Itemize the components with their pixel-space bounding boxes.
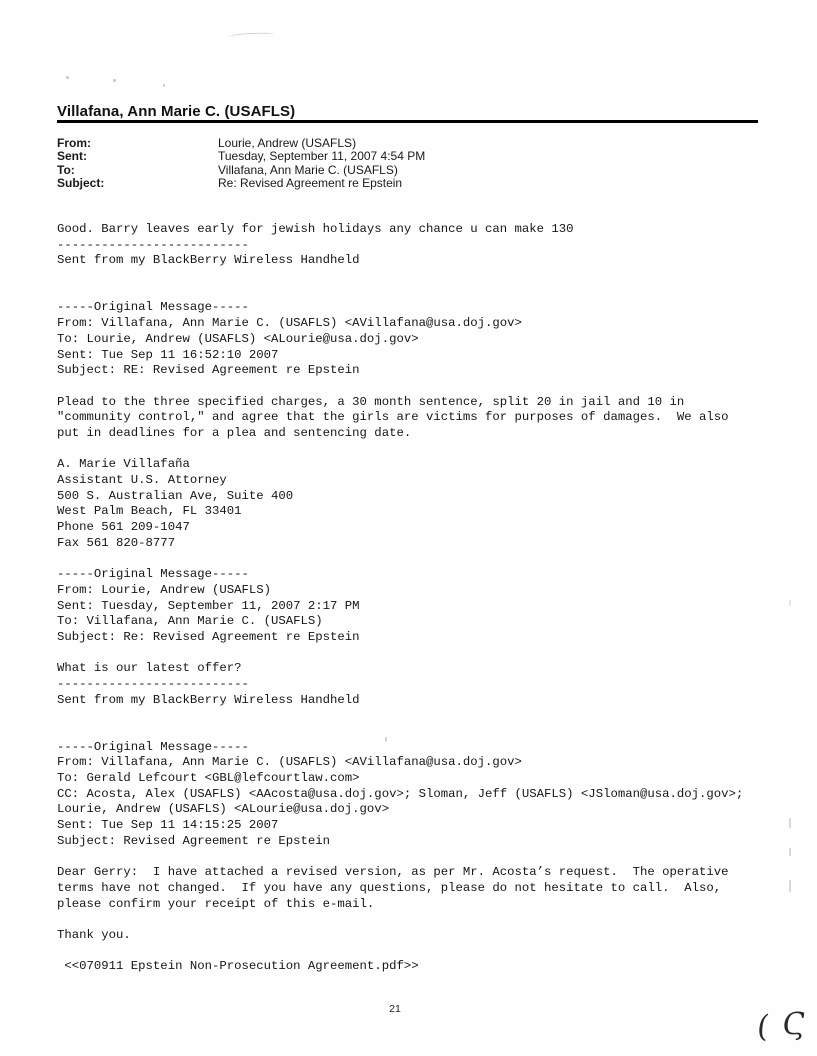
body-line: From: Villafana, Ann Marie C. (USAFLS) <AVillafana@usa.doj.gov> <box>57 316 522 331</box>
body-line: Fax 561 820-8777 <box>57 535 176 550</box>
body-line: Lourie, Andrew (USAFLS) <ALourie@usa.doj.gov> <box>57 802 390 817</box>
scan-artifact-edge-mark <box>789 600 791 606</box>
body-line: Dear Gerry: I have attached a revised version, as per Mr. Acosta’s request. The operative <box>57 865 729 880</box>
body-line: Subject: Re: Revised Agreement re Epstein <box>57 629 360 644</box>
email-meta <box>57 137 425 190</box>
body-line: Thank you. <box>57 927 131 942</box>
body-line <box>57 379 743 395</box>
scan-artifact-edge-mark <box>789 818 791 828</box>
body-line: To: Gerald Lefcourt <GBL@lefcourtlaw.com> <box>57 771 360 786</box>
body-line: put in deadlines for a plea and sentencing date. <box>57 425 412 440</box>
body-line: terms have not changed. If you have any questions, please do not hesitate to call. Also, <box>57 880 722 895</box>
body-line: Sent: Tue Sep 11 16:52:10 2007 <box>57 347 279 362</box>
meta-label: To: <box>57 162 75 177</box>
body-line: CC: Acosta, Alex (USAFLS) <AAcosta@usa.doj.gov>; Sloman, Jeff (USAFLS) <JSloman@usa.doj.gov>; <box>57 786 744 801</box>
scan-artifact-edge-mark <box>789 880 791 892</box>
scan-artifact-speck <box>66 76 70 80</box>
body-line: Plead to the three specified charges, a 30 month sentence, split 20 in jail and 10 in <box>57 394 685 409</box>
page-title: Villafana, Ann Marie C. (USAFLS) <box>57 103 296 120</box>
body-line: Subject: Revised Agreement re Epstein <box>57 833 331 848</box>
body-line <box>57 912 743 928</box>
body-line: Sent from my BlackBerry Wireless Handheld <box>57 692 360 707</box>
meta-value: Lourie, Andrew (USAFLS) <box>218 136 357 150</box>
body-line <box>57 708 743 724</box>
body-line <box>57 551 743 567</box>
body-line: please confirm your receipt of this e-mail. <box>57 896 375 911</box>
body-line: From: Lourie, Andrew (USAFLS) <box>57 582 272 597</box>
scan-artifact-squiggle <box>228 32 274 40</box>
body-line: Subject: RE: Revised Agreement re Epstein <box>57 363 360 378</box>
body-line: Sent: Tue Sep 11 14:15:25 2007 <box>57 818 279 833</box>
body-line <box>57 442 743 458</box>
body-line: From: Villafana, Ann Marie C. (USAFLS) <AVillafana@usa.doj.gov> <box>57 755 522 770</box>
body-line: To: Lourie, Andrew (USAFLS) <ALourie@usa.doj.gov> <box>57 331 419 346</box>
meta-row <box>57 150 425 163</box>
body-line: Sent from my BlackBerry Wireless Handheld <box>57 253 360 268</box>
body-line: -------------------------- <box>57 237 249 252</box>
handwritten-mark: ( Ϛ <box>755 1005 809 1046</box>
email-body <box>57 222 743 975</box>
meta-label: Sent: <box>57 149 87 164</box>
header-rule <box>57 120 758 123</box>
body-line <box>57 646 743 662</box>
meta-value: Re: Revised Agreement re Epstein <box>218 175 403 190</box>
body-line: 500 S. Australian Ave, Suite 400 <box>57 488 294 503</box>
meta-label: From: <box>57 136 91 150</box>
body-line: West Palm Beach, FL 33401 <box>57 504 242 519</box>
body-line: -----Original Message----- <box>57 739 249 754</box>
body-line: Good. Barry leaves early for jewish holidays any chance u can make 130 <box>57 222 574 236</box>
body-line <box>57 724 743 740</box>
body-line: Sent: Tuesday, September 11, 2007 2:17 PM <box>57 598 360 613</box>
body-line: -----Original Message----- <box>57 300 249 315</box>
page-number: 21 <box>389 1003 401 1015</box>
meta-row <box>57 177 425 190</box>
body-line: <<070911 Epstein Non-Prosecution Agreement.pdf>> <box>57 959 419 974</box>
body-line: A. Marie Villafaña <box>57 457 190 472</box>
body-line <box>57 269 743 285</box>
meta-value: Tuesday, September 11, 2007 4:54 PM <box>218 149 426 164</box>
scan-artifact-speck <box>163 84 165 87</box>
meta-label: Subject: <box>57 175 105 190</box>
meta-row <box>57 164 425 177</box>
body-line: "community control," and agree that the girls are victims for purposes of damages. We also <box>57 410 729 425</box>
body-line <box>57 944 743 960</box>
body-line <box>57 285 743 301</box>
body-line: Phone 561 209-1047 <box>57 520 190 535</box>
body-line: -----Original Message----- <box>57 567 249 582</box>
body-line: -------------------------- <box>57 676 249 691</box>
scan-artifact-edge-mark <box>789 848 791 856</box>
body-line: Assistant U.S. Attorney <box>57 473 227 487</box>
body-line: To: Villafana, Ann Marie C. (USAFLS) <box>57 614 323 629</box>
meta-value: Villafana, Ann Marie C. (USAFLS) <box>218 162 398 177</box>
meta-row <box>57 137 425 150</box>
scan-artifact-speck <box>113 79 116 82</box>
body-line: What is our latest offer? <box>57 661 242 676</box>
body-line <box>57 850 743 866</box>
